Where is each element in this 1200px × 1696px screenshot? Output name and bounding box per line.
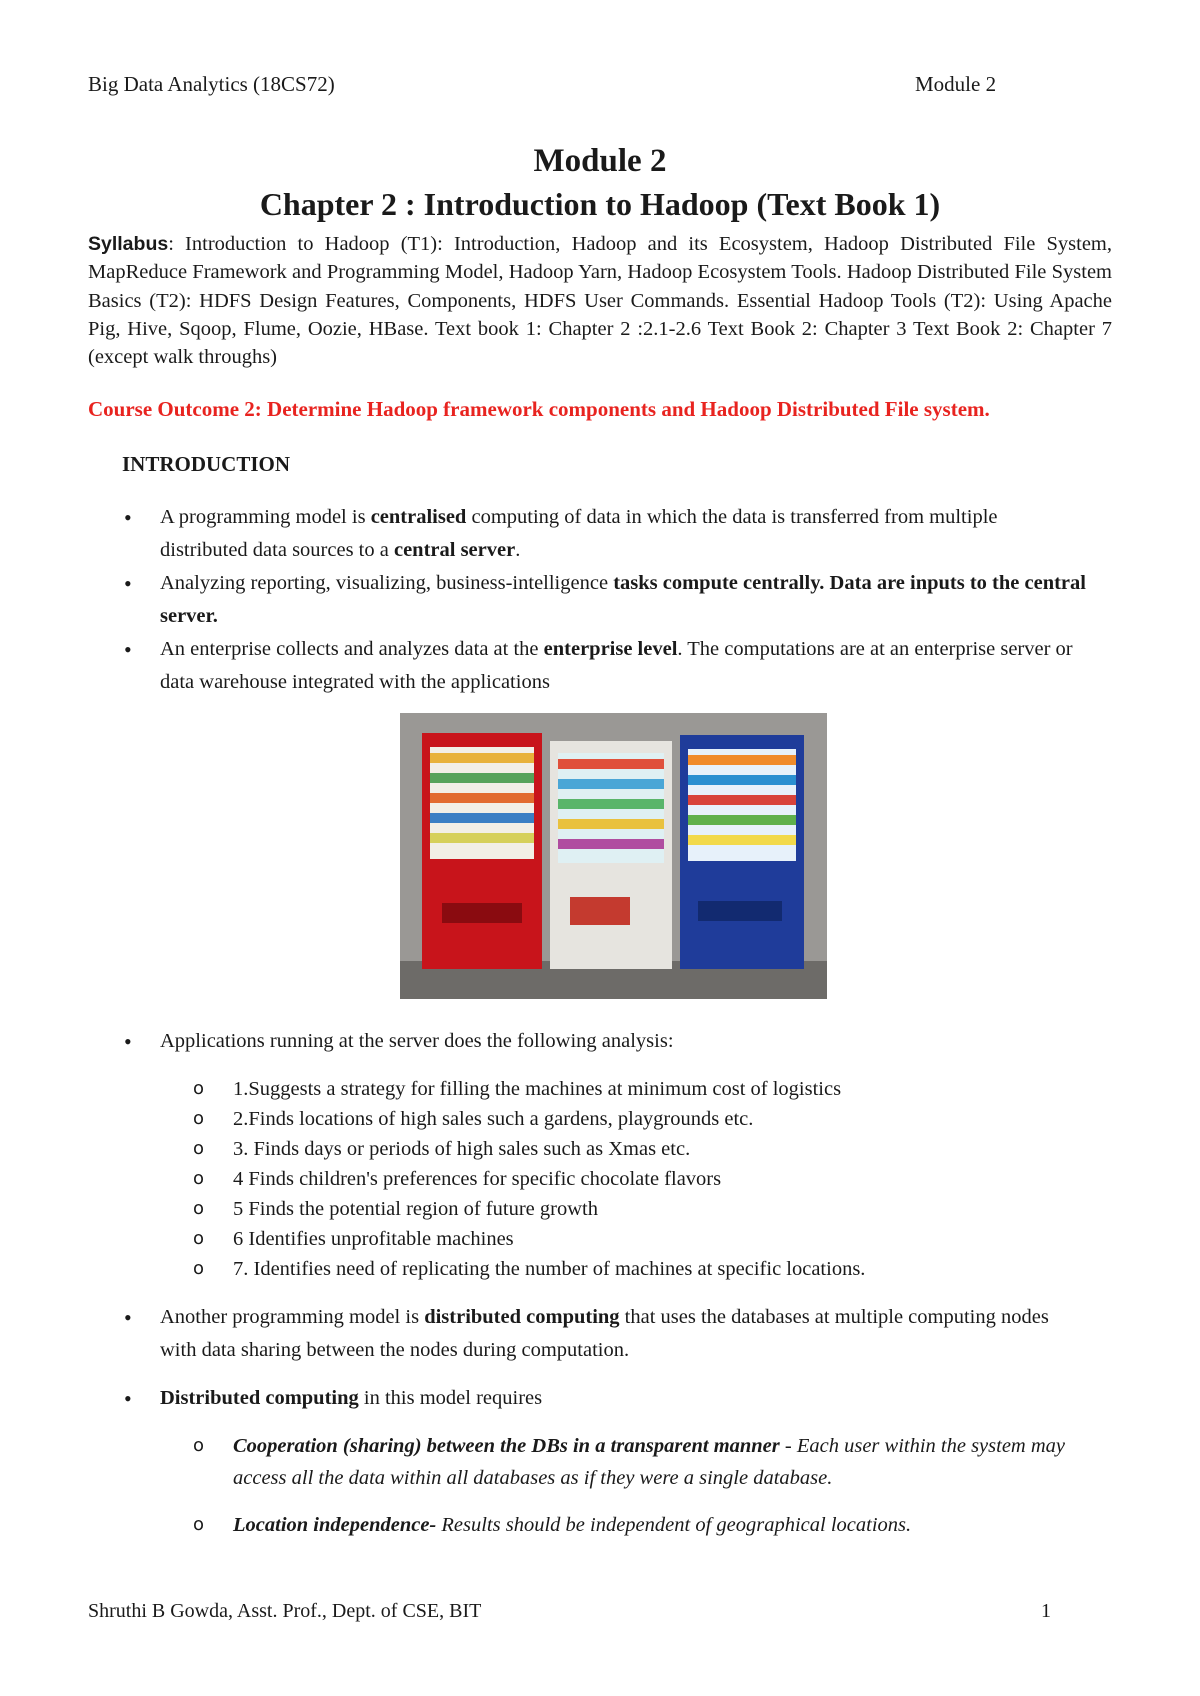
bullet-distributed: • Another programming model is distributed computing that uses the databases at multiple computing nodes with data sharing between the nodes during computation. (160, 1301, 1090, 1367)
page-number: 1 (1041, 1600, 1051, 1622)
bullet-analyzing: • Analyzing reporting, visualizing, business-intelligence tasks compute centrally. Data are inputs to the central server. (160, 567, 1090, 633)
analysis-item-4: o 4 Finds children's preferences for specific chocolate flavors (193, 1168, 722, 1190)
syllabus-text: : Introduction to Hadoop (T1): Introduction, Hadoop and its Ecosystem, Hadoop Distributed File System, MapReduce Framework and Programming Model, Hadoop Yarn, Hadoop Ecosystem Tools. Hadoop Distributed File System Basics (T2): HDFS Design Features, Components, HDFS User Commands. Essential Hadoop Tools (T2): Using Apache Pig, Hive, Sqoop, Flume, Oozie, HBase. Text book 1: Chapter 2 :2.1-2.6 Text Book 2: Chapter 3 Text Book 2: Chapter 7 (except walk throughs) (88, 233, 1112, 369)
analysis-item-1: o 1.Suggests a strategy for filling the machines at minimum cost of logistics (193, 1078, 842, 1100)
syllabus-label: Syllabus (88, 233, 169, 255)
requirement-location: o Location independence- Results should be independent of geographical locations. (193, 1514, 912, 1536)
header-course: Big Data Analytics (18CS72) (88, 72, 335, 96)
analysis-item-2: o 2.Finds locations of high sales such a gardens, playgrounds etc. (193, 1108, 754, 1130)
section-heading: INTRODUCTION (122, 452, 291, 476)
course-outcome: Course Outcome 2: Determine Hadoop framework components and Hadoop Distributed File system. (88, 397, 990, 421)
vending-machines-photo (400, 713, 827, 999)
bullet-distributed-requires: • Distributed computing in this model requires (160, 1382, 1090, 1415)
header-module: Module 2 (915, 72, 997, 96)
analysis-item-3: o 3. Finds days or periods of high sales such as Xmas etc. (193, 1138, 691, 1160)
analysis-item-7: o 7. Identifies need of replicating the number of machines at specific locations. (193, 1258, 866, 1280)
chapter-title: Chapter 2 : Introduction to Hadoop (Text Book 1) (259, 186, 941, 222)
syllabus-paragraph (88, 230, 1112, 371)
vending-machines-icon (400, 713, 827, 999)
bullet-enterprise: • An enterprise collects and analyzes data at the enterprise level. The computations are at an enterprise server or data warehouse integrated with the applications (160, 633, 1090, 699)
footer-author: Shruthi B Gowda, Asst. Prof., Dept. of CSE, BIT (88, 1600, 482, 1622)
module-title: Module 2 (533, 143, 667, 179)
bullet-applications: • Applications running at the server does the following analysis: (160, 1025, 1090, 1058)
requirement-cooperation: o Cooperation (sharing) between the DBs in a transparent manner - Each user within the system may access all the data within all databases as if they were a single database. (193, 1435, 1066, 1489)
analysis-item-5: o 5 Finds the potential region of future growth (193, 1198, 598, 1220)
bullet-centralised: • A programming model is centralised computing of data in which the data is transferred from multiple distributed data sources to a central server. (160, 501, 1090, 567)
analysis-item-6: o 6 Identifies unprofitable machines (193, 1228, 514, 1250)
